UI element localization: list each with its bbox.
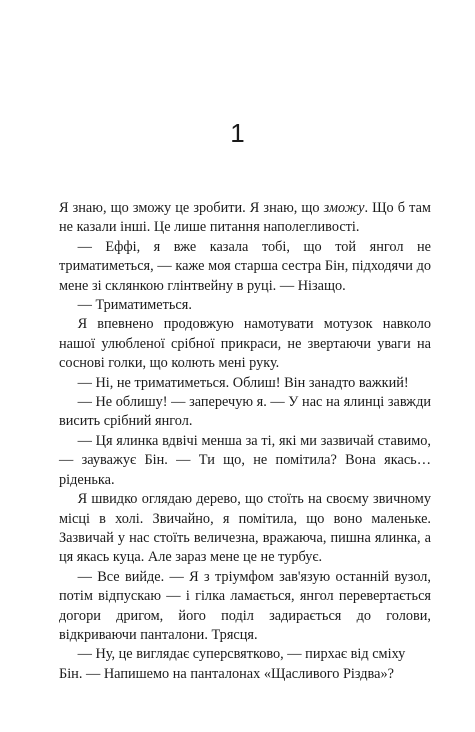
paragraph-1 [59,199,431,238]
paragraph-10: — Ну, це виглядає суперсвятково, — пирхає від сміху Бін. — Напишемо на панталонах «Щасливого Різдва»? [59,646,406,682]
paragraph-1-text-start: Я знаю, що зможу це зробити. Я знаю, що [59,200,324,216]
paragraph-4: Я впевнено продовжую намотувати мотузок навколо нашої улюбленої срібної прикраси, не звертаючи уваги на соснові голки, що колють мені руку. [59,316,431,372]
paragraph-5: — Ні, не триматиметься. Облиш! Він занадто важкий! [77,374,409,391]
paragraph-3: — Триматиметься. [77,297,192,314]
paragraph-2: — Еффі, я вже казала тобі, що той янгол не триматиметься, — каже моя старша сестра Бін, підходячи до мене зі склянкою глінтвейну в руці. — Нізащо. [59,238,431,294]
paragraph-6: — Не облишу! — заперечую я. — У нас на ялинці завжди висить срібний янгол. [59,394,431,430]
paragraph-1-emphasis: зможу [323,200,365,216]
paragraph-9: — Все вийде. — Я з тріумфом зав'язую останній вузол, потім відпускаю — і гілка ламається, янгол перевертається догори дригом, його поділ задирається до голови, відкриваючи панталони. Трясця. [59,568,431,643]
paragraph-1-text-end: . Що б там не казали інші. Це лише питання наполегливості. [59,200,431,236]
paragraph-8: Я швидко оглядаю дерево, що стоїть на своєму звичному місці в холі. Звичайно, я помітила, що воно маленьке. Зазвичай у нас стоїть величезна, вражаюча, пишна ялинка, а ця якась куца. Але зараз мене це не турбує. [59,491,431,566]
paragraph-7: — Ця ялинка вдвічі менша за ті, які ми зазвичай ставимо, — зауважує Бін. — Ти що, не помітила? Вона якась… ріденька. [59,432,431,488]
chapter-body [59,199,431,684]
chapter-number: 1 [230,118,245,148]
